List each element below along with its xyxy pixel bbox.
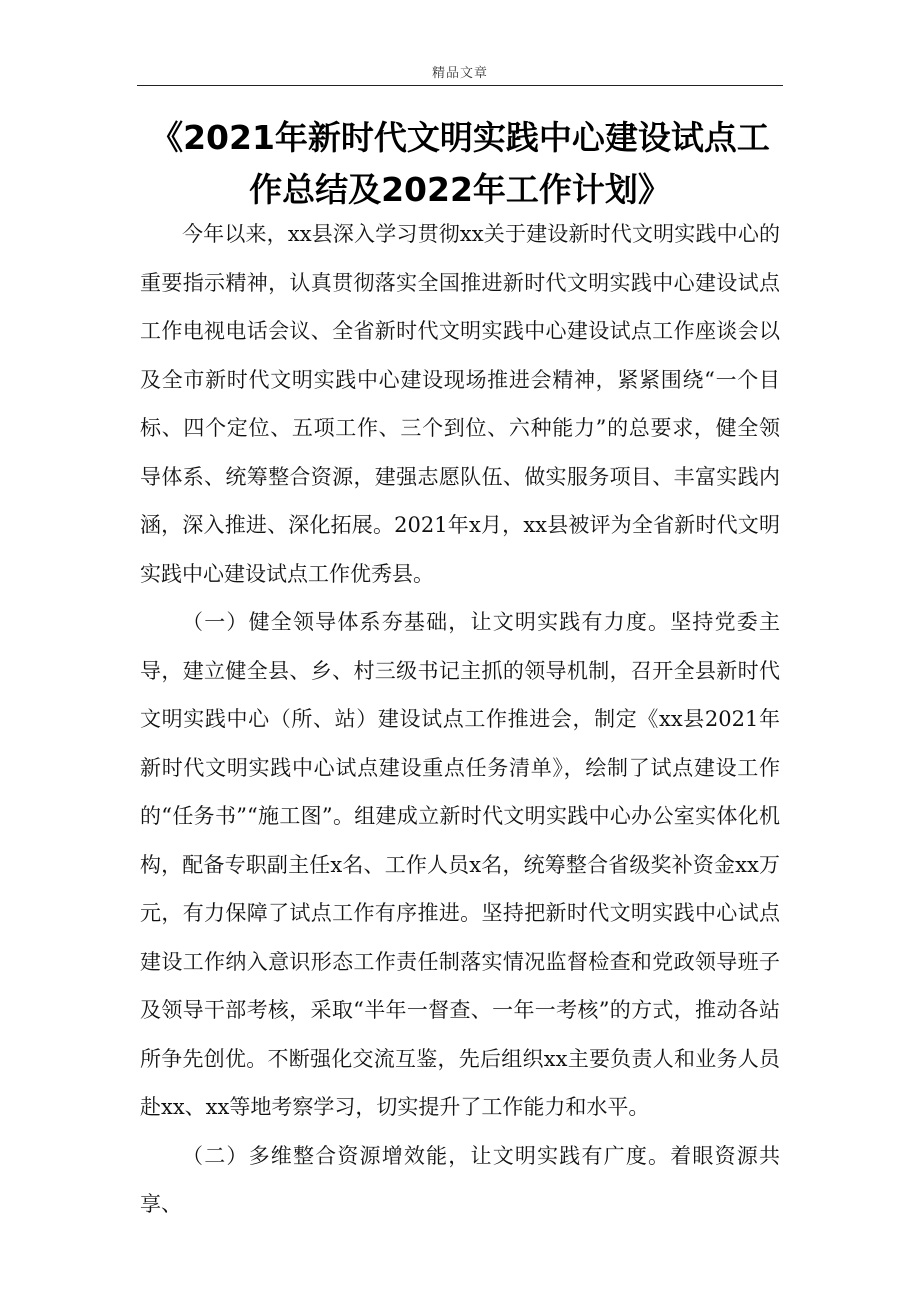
header-divider	[137, 85, 783, 86]
paragraph-section-1: （一）健全领导体系夯基础，让文明实践有力度。坚持党委主导，建立健全县、乡、村三级书记主抓的领导机制，召开全县新时代文明实践中心（所、站）建设试点工作推进会，制定《xx县2021年新时代文明实践中心试点建设重点任务清单》，绘制了试点建设工作的“任务书”“施工图”。组建成立新时代文明实践中心办公室实体化机构，配备专职副主任x名、工作人员x名，统筹整合省级奖补资金xx万元，有力保障了试点工作有序推进。坚持把新时代文明实践中心试点建设工作纳入意识形态工作责任制落实情况监督检查和党政领导班子及领导干部考核，采取“半年一督查、一年一考核”的方式，推动各站所争先创优。不断强化交流互鉴，先后组织xx主要负责人和业务人员赴xx、xx等地考察学习，切实提升了工作能力和水平。	[140, 610, 780, 1119]
document-body	[140, 210, 780, 1229]
paragraph-section-2: （二）多维整合资源增效能，让文明实践有广度。着眼资源共享、	[140, 1143, 780, 1216]
document-title: 《2021年新时代文明实践中心建设试点工作总结及2022年工作计划》	[150, 118, 770, 209]
paragraph-intro: 今年以来，xx县深入学习贯彻xx关于建设新时代文明实践中心的重要指示精神，认真贯彻落实全国推进新时代文明实践中心建设试点工作电视电话会议、全省新时代文明实践中心建设试点工作座谈会以及全市新时代文明实践中心建设现场推进会精神，紧紧围绕“一个目标、四个定位、五项工作、三个到位、六种能力”的总要求，健全领导体系、统筹整合资源，建强志愿队伍、做实服务项目、丰富实践内涵，深入推进、深化拓展。2021年x月，xx县被评为全省新时代文明实践中心建设试点工作优秀县。	[140, 222, 780, 586]
header-label: 精品文章	[431, 66, 488, 81]
